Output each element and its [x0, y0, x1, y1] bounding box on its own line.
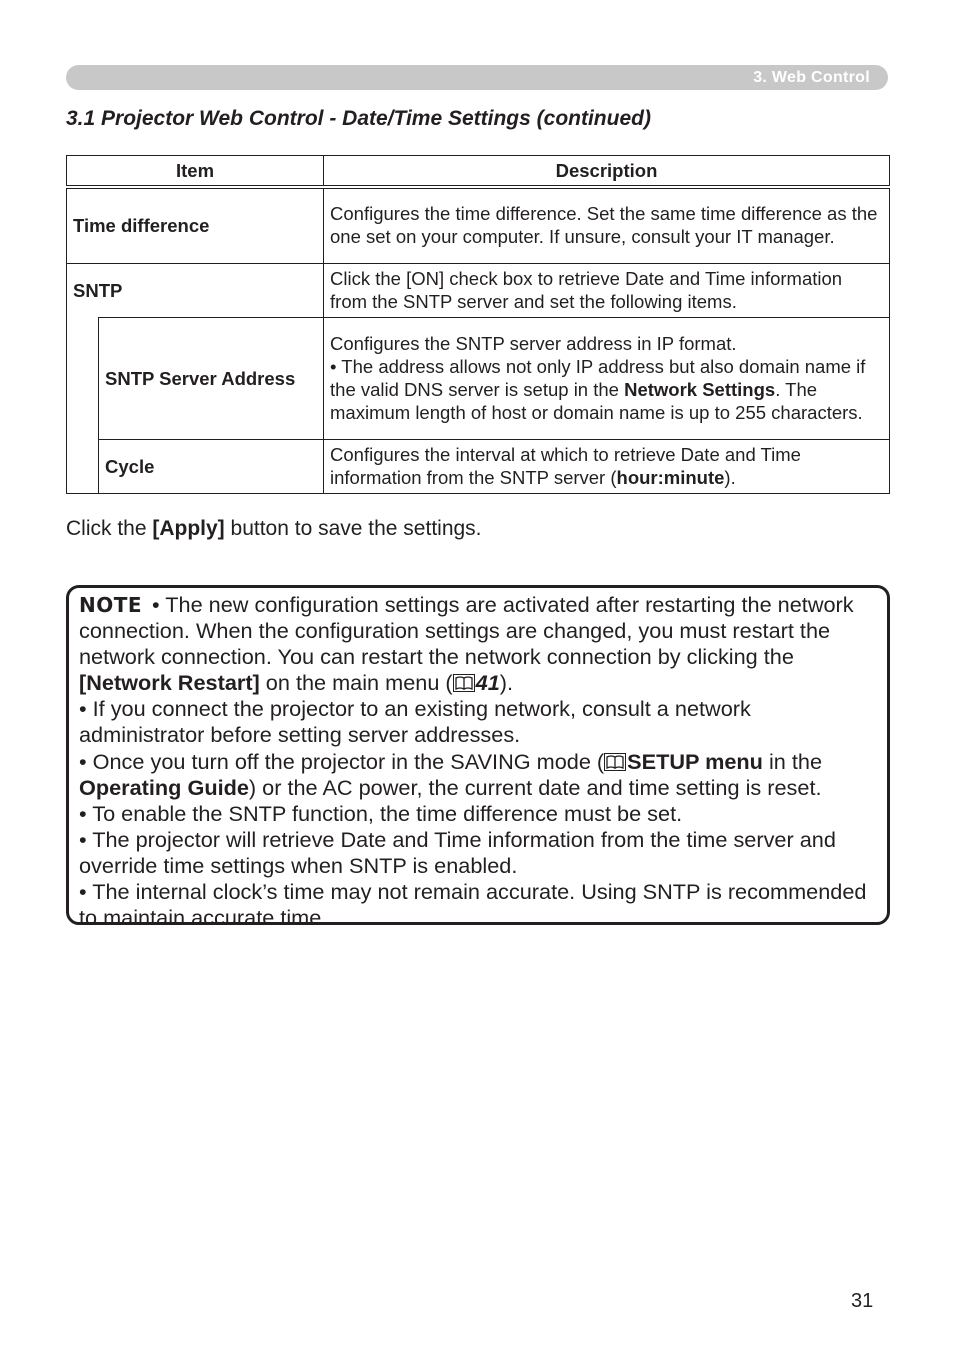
- note-paragraph: • The internal clock’s time may not remain accurate. Using SNTP is recommended to maintain accurate time.: [79, 879, 867, 931]
- indent-cell: [67, 317, 99, 493]
- setup-menu-reference: SETUP menu: [627, 748, 763, 774]
- book-icon: [604, 753, 626, 771]
- table-row: [67, 263, 890, 317]
- apply-button-name: [Apply]: [152, 517, 225, 540]
- table-row: [67, 439, 890, 493]
- apply-instruction: Click the [Apply] button to save the settings.: [66, 517, 482, 540]
- item-cell: SNTP Server Address: [99, 317, 324, 439]
- note-label: NOTE: [79, 593, 143, 617]
- section-header-bar: [66, 65, 888, 90]
- page-number: 31: [851, 1290, 874, 1312]
- note-paragraph: • To enable the SNTP function, the time difference must be set.: [79, 800, 683, 826]
- table-header-row: [67, 156, 890, 188]
- description-cell: Configures the interval at which to retrieve Date and Time information from the SNTP server (hour:minute).: [324, 439, 890, 493]
- note-paragraph: • If you connect the projector to an existing network, consult a network administrator before setting server addresses.: [79, 696, 751, 748]
- item-cell: Cycle: [99, 439, 324, 493]
- note-paragraph: • Once you turn off the projector in the SAVING mode ( SETUP menu in the Operating Guide) or the AC power, the current date and time setting is reset.: [79, 748, 823, 800]
- table-row: [67, 317, 890, 439]
- page-reference: 41: [475, 670, 500, 696]
- note-paragraph: NOTE • The new configuration settings are activated after restarting the network connection. When the configuration settings are changed, you must restart the network connection. You can restart the network connection by clicking the [Network Restart] on the main menu ( 41).: [79, 592, 854, 696]
- section-title: 3.1 Projector Web Control - Date/Time Settings (continued): [66, 107, 651, 130]
- note-paragraph: • The projector will retrieve Date and Time information from the time server and override time settings when SNTP is enabled.: [79, 826, 836, 878]
- item-cell: Time difference: [67, 187, 324, 263]
- book-icon: [453, 674, 475, 692]
- description-cell: Configures the SNTP server address in IP format. • The address allows not only IP address but also domain name if the valid DNS server is setup in the Network Settings. The maximum length of host or domain name is up to 255 characters.: [324, 317, 890, 439]
- column-header-item: Item: [67, 156, 324, 188]
- table-row: [67, 187, 890, 263]
- section-label: 3. Web Control: [753, 69, 870, 86]
- column-header-description: Description: [324, 156, 890, 188]
- description-cell: Configures the time difference. Set the same time difference as the one set on your computer. If unsure, consult your IT manager.: [324, 187, 890, 263]
- item-cell: SNTP: [67, 263, 324, 317]
- note-box: [66, 585, 890, 931]
- description-cell: Click the [ON] check box to retrieve Date and Time information from the SNTP server and set the following items.: [324, 263, 890, 317]
- settings-table: [66, 155, 890, 494]
